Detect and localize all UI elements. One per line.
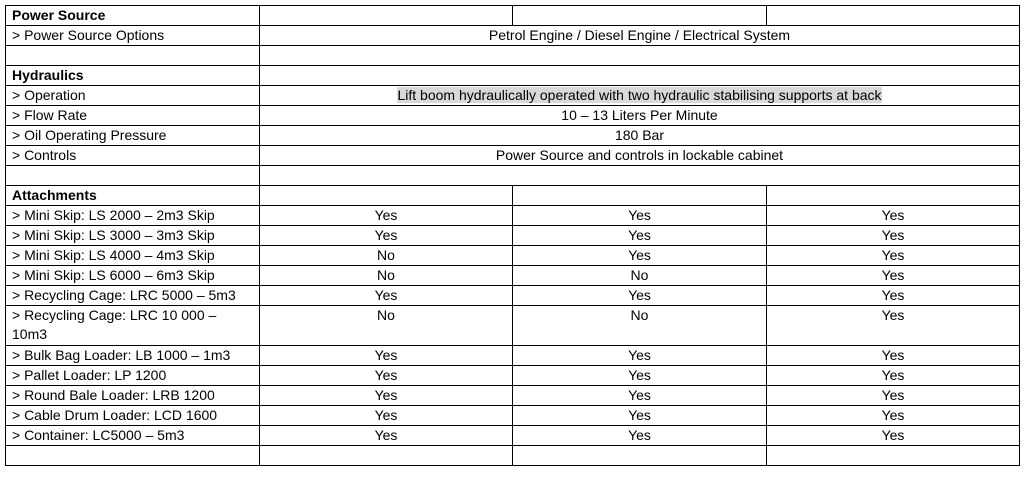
attachment-value: Yes [260, 426, 513, 446]
attachment-row [6, 286, 1020, 306]
empty-cell [767, 6, 1020, 26]
power-source-heading-row [6, 6, 1020, 26]
attachment-value: Yes [767, 406, 1020, 426]
empty-cell [767, 446, 1020, 466]
hydraulics-value [260, 86, 1020, 106]
empty-cell [260, 46, 1020, 66]
highlighted-text: Lift boom hydraulically operated with two hydraulic stabilising supports at back [397, 87, 882, 103]
empty-cell [260, 186, 513, 206]
attachment-value: Yes [513, 346, 767, 366]
spacer-row [6, 46, 1020, 66]
attachment-value: Yes [513, 366, 767, 386]
attachment-row [6, 366, 1020, 386]
empty-cell [260, 6, 513, 26]
attachment-label: > Container: LC5000 – 5m3 [6, 426, 260, 446]
power-source-options-value: Petrol Engine / Diesel Engine / Electrical System [260, 26, 1020, 46]
attachment-row [6, 206, 1020, 226]
hydraulics-value: Power Source and controls in lockable cabinet [260, 146, 1020, 166]
attachment-value: No [513, 266, 767, 286]
hydraulics-label: > Oil Operating Pressure [6, 126, 260, 146]
hydraulics-heading: Hydraulics [6, 66, 260, 86]
hydraulics-row [6, 106, 1020, 126]
hydraulics-row [6, 146, 1020, 166]
power-source-options-label: > Power Source Options [6, 26, 260, 46]
attachment-value: Yes [260, 386, 513, 406]
attachment-row [6, 266, 1020, 286]
attachment-value: Yes [767, 226, 1020, 246]
attachment-row [6, 426, 1020, 446]
attachment-value: Yes [513, 206, 767, 226]
hydraulics-heading-row [6, 66, 1020, 86]
attachment-value: Yes [260, 406, 513, 426]
power-source-heading: Power Source [6, 6, 260, 26]
attachment-value: Yes [767, 386, 1020, 406]
empty-cell [260, 66, 1020, 86]
attachment-value: Yes [260, 366, 513, 386]
hydraulics-label: > Operation [6, 86, 260, 106]
attachment-value: Yes [513, 246, 767, 266]
attachment-value: No [260, 246, 513, 266]
attachment-value: Yes [260, 206, 513, 226]
empty-cell [513, 446, 767, 466]
attachment-label: > Mini Skip: LS 3000 – 3m3 Skip [6, 226, 260, 246]
attachment-label: > Cable Drum Loader: LCD 1600 [6, 406, 260, 426]
attachment-value: Yes [513, 386, 767, 406]
attachment-value: Yes [260, 286, 513, 306]
attachment-value: No [260, 306, 513, 346]
spacer-row [6, 166, 1020, 186]
attachments-heading-row [6, 186, 1020, 206]
attachments-heading: Attachments [6, 186, 260, 206]
attachment-label: > Mini Skip: LS 6000 – 6m3 Skip [6, 266, 260, 286]
hydraulics-label: > Flow Rate [6, 106, 260, 126]
attachment-value: Yes [767, 426, 1020, 446]
empty-cell [767, 186, 1020, 206]
attachment-row [6, 246, 1020, 266]
attachment-label: > Bulk Bag Loader: LB 1000 – 1m3 [6, 346, 260, 366]
empty-cell [6, 166, 260, 186]
attachment-value: No [260, 266, 513, 286]
attachment-label: > Round Bale Loader: LRB 1200 [6, 386, 260, 406]
attachment-row [6, 306, 1020, 346]
empty-cell [260, 446, 513, 466]
attachment-value: Yes [513, 226, 767, 246]
power-source-options-row [6, 26, 1020, 46]
attachment-label: > Mini Skip: LS 2000 – 2m3 Skip [6, 206, 260, 226]
hydraulics-value: 10 – 13 Liters Per Minute [260, 106, 1020, 126]
empty-cell [513, 6, 767, 26]
attachment-label: > Pallet Loader: LP 1200 [6, 366, 260, 386]
empty-cell [513, 186, 767, 206]
attachment-value: Yes [767, 286, 1020, 306]
spacer-row [6, 446, 1020, 466]
attachment-row [6, 226, 1020, 246]
specification-table [5, 5, 1020, 466]
hydraulics-value: 180 Bar [260, 126, 1020, 146]
attachment-label: > Recycling Cage: LRC 5000 – 5m3 [6, 286, 260, 306]
attachment-value: Yes [513, 426, 767, 446]
attachment-value: Yes [767, 366, 1020, 386]
attachment-value: Yes [513, 286, 767, 306]
empty-cell [260, 166, 1020, 186]
hydraulics-row [6, 126, 1020, 146]
empty-cell [6, 46, 260, 66]
attachment-value: Yes [767, 306, 1020, 346]
empty-cell [6, 446, 260, 466]
attachment-value: No [513, 306, 767, 346]
attachment-value: Yes [767, 266, 1020, 286]
attachment-value: Yes [767, 246, 1020, 266]
hydraulics-label: > Controls [6, 146, 260, 166]
attachment-row [6, 386, 1020, 406]
attachment-label: > Mini Skip: LS 4000 – 4m3 Skip [6, 246, 260, 266]
attachment-value: Yes [767, 206, 1020, 226]
attachment-row [6, 406, 1020, 426]
hydraulics-row [6, 86, 1020, 106]
attachment-row [6, 346, 1020, 366]
attachment-value: Yes [260, 226, 513, 246]
attachment-value: Yes [260, 346, 513, 366]
attachment-label: > Recycling Cage: LRC 10 000 – 10m3 [6, 306, 260, 346]
attachment-value: Yes [767, 346, 1020, 366]
attachment-value: Yes [513, 406, 767, 426]
